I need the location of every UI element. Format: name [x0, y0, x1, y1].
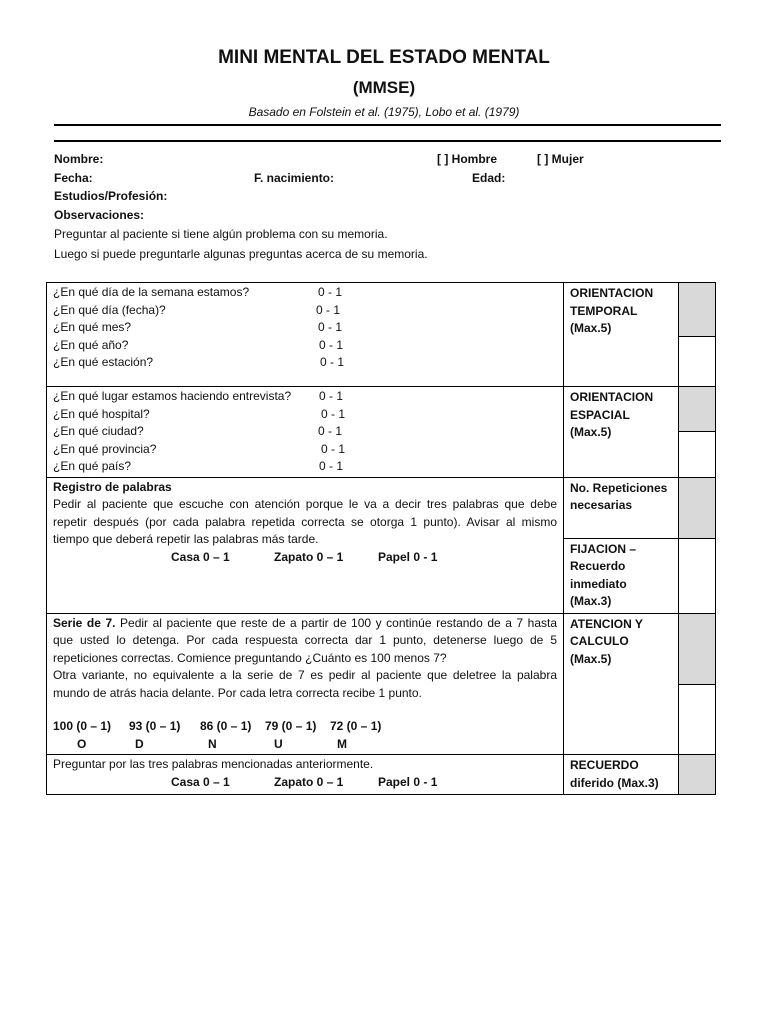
serie-number: 79 (0 – 1): [265, 719, 317, 733]
category-line: diferido (Max.3): [570, 775, 659, 790]
score-cell[interactable]: [679, 431, 716, 477]
instruction-line-2: Luego si puede preguntarle algunas preguntas acerca de su memoria.: [54, 247, 428, 261]
divider-bottom: [54, 140, 721, 142]
category-line: No. Repeticiones: [570, 480, 668, 495]
nacimiento-label[interactable]: F. nacimiento:: [254, 171, 335, 185]
observaciones-label[interactable]: Observaciones:: [54, 208, 145, 222]
score-text: 0 - 1: [318, 285, 343, 299]
recuerdo-words: [53, 774, 557, 792]
atencion-instructions: [47, 613, 564, 755]
fijacion-heading: Registro de palabras: [53, 479, 172, 494]
mundo-letter: U: [274, 736, 283, 751]
serie-number: 72 (0 – 1): [330, 719, 382, 733]
question-row: [53, 354, 557, 372]
temporal-questions: [47, 283, 564, 387]
fijacion-instructions: [47, 477, 564, 613]
mundo-letter: O: [77, 736, 87, 751]
category-line: (Max.5): [570, 321, 612, 335]
score-text: 0 - 1: [319, 459, 344, 473]
mundo-letters: [53, 736, 557, 754]
category-line: CALCULO (Max.5): [570, 634, 629, 666]
score-cell[interactable]: [679, 684, 716, 754]
category-fijacion: [564, 538, 679, 613]
category-orientacion-temporal: [564, 283, 679, 387]
score-cell[interactable]: [679, 755, 716, 795]
question-row: [53, 302, 557, 320]
mundo-letter: N: [208, 736, 217, 751]
question-text: ¿En qué estación?: [53, 355, 154, 369]
category-recuerdo: [564, 755, 679, 795]
question-row: [53, 441, 557, 459]
question-row: [53, 388, 557, 406]
word-casa: Casa 0 – 1: [171, 549, 230, 564]
recuerdo-instructions: [47, 755, 564, 795]
serie-text: Pedir al paciente que reste de a partir de 100 y continúe restando de a 7 hasta que usted lo detenga. Por cada respuesta correcta dar 1 punto, detenerse luego de 5 repeticiones correctas. Comience preguntando ¿Cuánto es 100 menos 7?: [53, 615, 557, 665]
question-text: ¿En qué hospital?: [53, 406, 150, 421]
instruction-line-1: Preguntar al paciente si tiene algún problema con su memoria.: [54, 227, 388, 241]
category-line: inmediato: [570, 576, 627, 591]
question-row: [53, 458, 557, 476]
category-line: necesarias: [570, 498, 633, 512]
question-text: ¿En qué día (fecha)?: [53, 302, 166, 317]
score-text: 0 - 1: [316, 302, 341, 317]
category-repeticiones: [564, 477, 679, 538]
serie-number: 100 (0 – 1): [53, 719, 112, 733]
question-text: ¿En qué día de la semana estamos?: [53, 285, 250, 299]
page-subtitle: (MMSE): [352, 78, 416, 97]
atencion-text-2: Otra variante, no equivalente a la serie de 7 es pedir al paciente que deletree la palabra mundo de atrás hacia delante. Por cada letra correcta recibe 1 punto.: [53, 668, 557, 700]
word-zapato: Zapato 0 – 1: [274, 774, 344, 789]
mmse-table: [46, 282, 716, 795]
category-line: Recuerdo: [570, 559, 626, 573]
espacial-questions: [47, 387, 564, 478]
category-line: ATENCION Y: [570, 616, 643, 631]
word-papel: Papel 0 - 1: [378, 774, 438, 789]
category-line: FIJACION –: [570, 541, 637, 556]
question-text: ¿En qué país?: [53, 459, 132, 473]
question-text: ¿En qué año?: [53, 337, 129, 352]
score-text: 0 - 1: [321, 406, 346, 421]
question-text: ¿En qué ciudad?: [53, 424, 144, 438]
score-cell[interactable]: [679, 477, 716, 538]
question-row: [53, 284, 557, 302]
word-papel: Papel 0 - 1: [378, 549, 438, 564]
score-text: 0 - 1: [319, 389, 344, 403]
divider-top: [54, 124, 721, 126]
score-text: 0 - 1: [318, 320, 343, 334]
score-text: 0 - 1: [320, 355, 345, 369]
question-row: [53, 337, 557, 355]
question-text: ¿En qué provincia?: [53, 441, 157, 456]
question-row: [53, 423, 557, 441]
serie-label: Serie de 7.: [53, 615, 116, 630]
serie-numbers: [53, 718, 557, 736]
mundo-letter: M: [337, 736, 347, 751]
score-cell[interactable]: [679, 538, 716, 613]
score-text: 0 - 1: [319, 337, 344, 352]
category-line: ORIENTACION: [570, 286, 654, 300]
category-line: RECUERDO: [570, 758, 639, 772]
serie-number: 93 (0 – 1): [129, 719, 181, 733]
question-row: [53, 406, 557, 424]
score-cell[interactable]: [679, 283, 716, 337]
fijacion-words: [53, 549, 557, 567]
page-title: MINI MENTAL DEL ESTADO MENTAL: [218, 47, 550, 68]
score-text: 0 - 1: [318, 424, 343, 438]
fecha-label[interactable]: Fecha:: [54, 171, 93, 185]
category-line: (Max.5): [570, 425, 612, 439]
word-casa: Casa 0 – 1: [171, 774, 230, 789]
score-cell[interactable]: [679, 613, 716, 684]
estudios-label[interactable]: Estudios/Profesión:: [54, 189, 168, 203]
category-line: ESPACIAL: [570, 407, 630, 422]
recuerdo-text: Preguntar por las tres palabras mencionadas anteriormente.: [53, 757, 374, 771]
atencion-text-1: [53, 615, 557, 668]
category-line: ORIENTACION: [570, 390, 654, 404]
mujer-checkbox[interactable]: [ ] Mujer: [537, 152, 584, 166]
score-cell[interactable]: [679, 387, 716, 432]
question-row: [53, 319, 557, 337]
serie-number: 86 (0 – 1): [200, 719, 252, 733]
category-atencion: [564, 613, 679, 755]
question-text: ¿En qué mes?: [53, 320, 132, 334]
category-line: (Max.3): [570, 594, 612, 608]
fijacion-text: Pedir al paciente que escuche con atención porque le va a decir tres palabras que debe repetir después (por cada palabra repetida correcta se otorga 1 punto). Avisar al mismo tiempo que deberá repetir las palabras más tarde.: [53, 497, 557, 546]
category-orientacion-espacial: [564, 387, 679, 478]
question-text: ¿En qué lugar estamos haciendo entrevista?: [53, 389, 292, 403]
hombre-checkbox[interactable]: [ ] Hombre: [437, 152, 497, 166]
word-zapato: Zapato 0 – 1: [274, 549, 344, 564]
mundo-letter: D: [135, 736, 144, 751]
nombre-label[interactable]: Nombre:: [54, 152, 104, 166]
source-citation: Basado en Folstein et al. (1975), Lobo et al. (1979): [248, 105, 520, 119]
score-text: 0 - 1: [321, 441, 346, 456]
edad-label[interactable]: Edad:: [472, 171, 506, 185]
score-cell[interactable]: [679, 337, 716, 387]
category-line: TEMPORAL: [570, 303, 638, 318]
